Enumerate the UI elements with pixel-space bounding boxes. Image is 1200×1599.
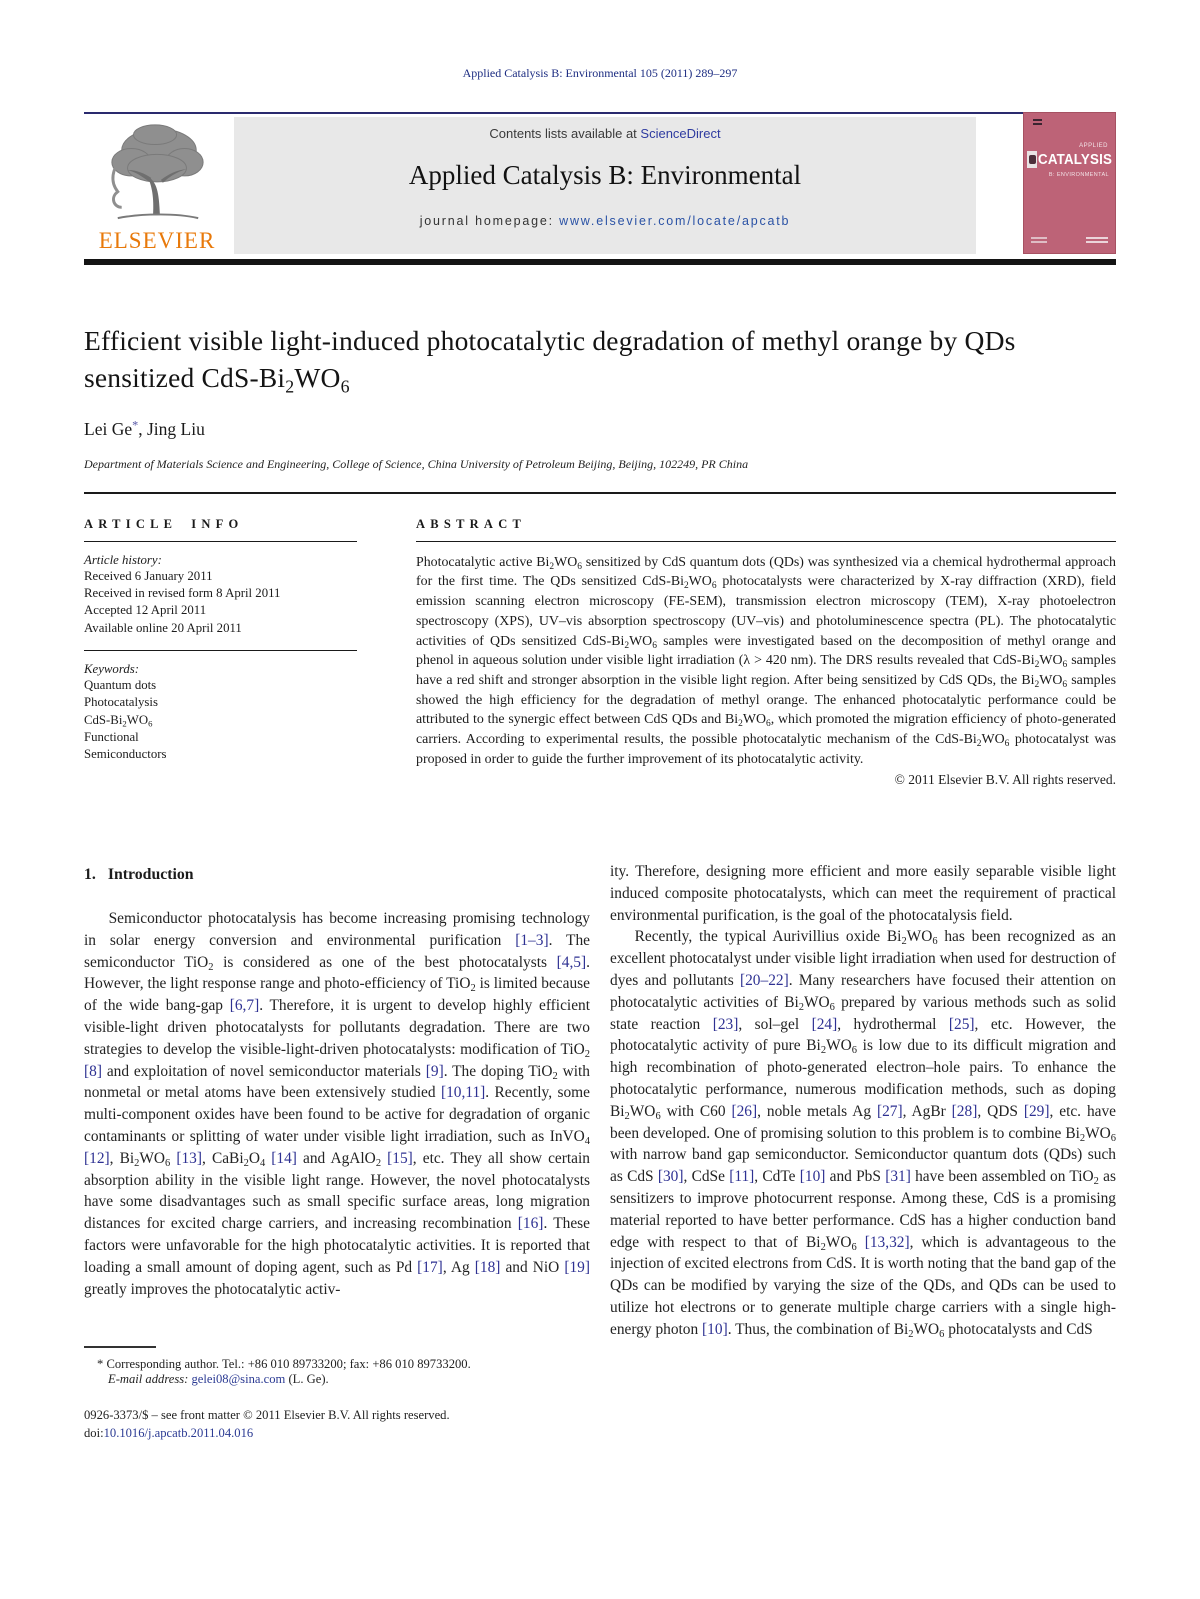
cover-publisher-mark (1033, 119, 1042, 127)
keyword-item: Semiconductors (84, 747, 167, 762)
cover-title-row (1027, 151, 1119, 168)
citation-ref[interactable]: [24] (811, 1015, 838, 1033)
article-info-rule (84, 541, 357, 542)
keyword-item: CdS-$Bi_2WO_6$ (84, 712, 153, 729)
sciencedirect-link[interactable]: ScienceDirect (640, 126, 721, 141)
section-title: Introduction (107, 866, 194, 883)
cover-logo-icon (1027, 151, 1037, 168)
elsevier-tree-icon (98, 121, 216, 227)
cover-footer-marks-left (1031, 235, 1047, 243)
citation-ref[interactable]: [30] (657, 1168, 684, 1186)
citation-ref[interactable]: [14] (271, 1149, 297, 1167)
citation-ref[interactable]: [16] (517, 1215, 544, 1233)
body-right-column (610, 860, 1116, 1443)
citation-ref[interactable]: [29] (1023, 1102, 1050, 1120)
citation-ref[interactable]: [15] (387, 1149, 413, 1167)
citation-ref[interactable]: [13] (176, 1149, 203, 1167)
citation-ref[interactable]: [28] (951, 1102, 978, 1120)
article-info-heading: ARTICLE INFO (84, 516, 244, 531)
history-item: Available online 20 April 2011 (84, 620, 242, 635)
paper-title: Efficient visible light-induced photocatalytic degradation of methyl orange by QDs sensitized CdS-$Bi_2WO_6$ (84, 325, 1016, 397)
history-item: Received 6 January 2011 (84, 568, 213, 583)
cover-subtitle: B: ENVIRONMENTAL (1048, 172, 1109, 178)
citation-ref[interactable]: [18] (474, 1258, 501, 1276)
elsevier-wordmark: ELSEVIER (98, 228, 216, 253)
doi-link[interactable]: 10.1016/j.apcatb.2011.04.016 (103, 1426, 254, 1441)
keyword-item: Functional (84, 729, 139, 744)
keyword-item: Photocatalysis (84, 695, 158, 710)
journal-banner (234, 117, 976, 254)
section-number: 1. (84, 866, 96, 883)
citation-ref[interactable]: [17] (417, 1258, 443, 1276)
running-head-citation: Applied Catalysis B: Environmental 105 (2011) 289–297 (462, 66, 738, 80)
corresponding-author-line: * Corresponding author. Tel.: +86 010 89733200; fax: +86 010 89733200. (97, 1356, 471, 1371)
history-item: Received in revised form 8 April 2011 (84, 585, 281, 600)
journal-title: Applied Catalysis B: Environmental (408, 160, 802, 190)
homepage-line (234, 214, 976, 228)
citation-ref[interactable]: [25] (948, 1015, 975, 1033)
citation-ref[interactable]: [31] (885, 1168, 911, 1186)
citation-ref[interactable]: [19] (564, 1258, 590, 1276)
introduction-heading (84, 866, 590, 884)
homepage-label: journal homepage: (419, 214, 560, 228)
affiliation: Department of Materials Science and Engineering, College of Science, China University of Petroleum Beijing, Beijing, 102249, PR China (84, 457, 749, 471)
email-suffix: (L. Ge). (285, 1371, 329, 1386)
issn-line: 0926-3373/$ – see front matter © 2011 Elsevier B.V. All rights reserved. (84, 1407, 450, 1422)
doi-line (84, 1424, 590, 1443)
header-top-rule (84, 112, 1116, 114)
citation-ref[interactable]: [10] (799, 1168, 826, 1186)
citation-ref[interactable]: [8] (84, 1062, 102, 1080)
journal-cover-thumbnail (1023, 112, 1116, 254)
authors: Lei Ge*, Jing Liu (84, 418, 205, 439)
body-left-column (84, 860, 590, 1443)
citation-ref[interactable]: [11] (729, 1168, 755, 1186)
citation-ref[interactable]: [20–22] (739, 971, 789, 989)
article-info-column (84, 494, 357, 789)
info-abstract-section (84, 492, 1116, 788)
cover-title: CATALYSIS (1038, 151, 1113, 168)
citation-ref[interactable]: [10] (702, 1320, 728, 1338)
journal-header (84, 115, 1116, 254)
corresponding-author-footnote (84, 1346, 590, 1386)
history-item: Accepted 12 April 2011 (84, 603, 207, 618)
keyword-item: Quantum dots (84, 678, 157, 693)
citation-ref[interactable]: [12] (84, 1149, 110, 1167)
contents-prefix: Contents lists available at (489, 126, 641, 141)
keywords-label: Keywords: (84, 662, 139, 677)
citation-ref[interactable]: [10,11] (440, 1084, 486, 1102)
cover-footer-marks-right (1086, 235, 1108, 243)
abstract-copyright: © 2011 Elsevier B.V. All rights reserved. (894, 772, 1116, 788)
intro-paragraph-right-2: Recently, the typical Aurivillius oxide $Bi_2WO_6$ has been recognized as an excellent photocatalyst under visible light irradiation when used for destruction of dyes and pollutants [20–22]. Many researchers have focused their attention on photocatalytic activities of $Bi_2WO_6$ prepared by various methods such as solid state reaction [23], sol–gel [24], hydrothermal [25], etc. However, the photocatalytic activity of pure $Bi_2WO_6$ is low due to its difficult migration and high recombination of photo-generated electron–hole pairs. To enhance the photocatalytic performance, numerous modification methods, such as doping $Bi_2WO_6$ with C60 [26], noble metals Ag [27], AgBr [28], QDS [29], etc. have been developed. One of promising solution to this problem is to combine $Bi_2WO_6$ with narrow band gap semiconductor. Semiconductor quantum dots (QDs) such as CdS [30], CdSe [11], CdTe [10] and PbS [31] have been assembled on TiO$_2$ as sensitizers to improve photocurrent response. Among these, CdS is a promising material reported to have better performance. CdS has a higher conduction band edge with respect to that of $Bi_2WO_6$ [13,32], which is advantageous to the injection of excited electrons from CdS. It is worth noting that the band gap of the QDs can be modified by varying the size of the QDs, and QDs can be used to utilize hot electrons or to generate multiple charge carriers with a single high-energy photon [10]. Thus, the combination of $Bi_2WO_6$ photocatalysts and CdS (610, 928, 1116, 1340)
citation-ref[interactable]: [13,32] (864, 1233, 910, 1251)
citation-ref[interactable]: [26] (731, 1102, 758, 1120)
journal-homepage-link[interactable]: www.elsevier.com/locate/apcatb (559, 214, 791, 228)
doi-label: doi: (84, 1426, 104, 1441)
citation-ref[interactable]: [1–3] (515, 931, 549, 949)
elsevier-logo (84, 117, 230, 254)
citation-ref[interactable]: [27] (876, 1102, 903, 1120)
footnote-rule (84, 1346, 156, 1347)
article-history-label: Article history: (84, 552, 162, 567)
body-text-section (84, 860, 1116, 1443)
header-bottom-bar (84, 259, 1116, 265)
abstract-column (416, 494, 1116, 789)
article-title-block (84, 322, 1096, 472)
citation-ref[interactable]: [23] (712, 1015, 739, 1033)
copyright-doi-block (84, 1406, 590, 1443)
intro-paragraph-left: Semiconductor photocatalysis has become increasing promising technology in solar energy conversion and environmental purification [1–3]. The semiconductor TiO$_2$ is considered as one of the best photocatalysts [4,5]. However, the light response range and photo-efficiency of TiO$_2$ is limited because of the wide bang-gap [6,7]. Therefore, it is urgent to develop highly efficient visible-light driven photocatalysts for pollutants degradation. There are two strategies to develop the visible-light-driven photocatalysts: modification of TiO$_2$ [8] and exploitation of novel semiconductor materials [9]. The doping TiO$_2$ with nonmetal or metal atoms have been extensively studied [10,11]. Recently, some multi-component oxides have been found to be active for degradation of organic contaminants or splitting of water under visible light irradiation, such as InVO$_4$ [12], $Bi_2WO_6$ [13], $CaBi_2O_4$ [14] and AgAlO$_2$ [15], etc. They all show certain absorption ability in the visible light range. However, the novel photocatalysts have some disadvantages such as small specific surface areas, long migration distances for excited charge carriers, and increasing recombination [16]. These factors were unfavorable for the high photocatalytic activities. It is reported that loading a small amount of doping agent, such as Pd [17], Ag [18] and NiO [19] greatly improves the photocatalytic activ- (84, 910, 590, 1298)
abstract-text: Photocatalytic active $Bi_2WO_6$ sensitized by CdS quantum dots (QDs) was synthesized via a chemical hydrothermal approach for the first time. The QDs sensitized CdS-$Bi_2WO_6$ photocatalysts were characterized by X-ray diffraction (XRD), field emission scanning electron microscopy (FE-SEM), transmission electron microscopy (TEM), X-ray photoelectron spectroscopy (XPS), UV–vis absorption spectroscopy (UV–vis) and photoluminescence spectra (PL). The photocatalytic activities of QDs sensitized CdS-$Bi_2WO_6$ samples were investigated based on the decomposition of methyl orange and phenol in aqueous solution under visible light irradiation (λ > 420 nm). The DRS results revealed that CdS-$Bi_2WO_6$ samples have a red shift and stronger absorption in the visible light region. After being sensitized by CdS QDs, the $Bi_2WO_6$ samples showed the high efficiency for the degradation of methyl orange. The enhanced photocatalytic performance could be attributed to the synergic effect between CdS QDs and $Bi_2WO_6$, which promoted the migration efficiency of photo-generated carriers. According to experimental results, the possible photocatalytic mechanism of the CdS-$Bi_2WO_6$ photocatalyst was proposed in order to guide the further improvement of its photocatalytic activity. (416, 554, 1117, 767)
abstract-rule (416, 541, 1116, 542)
email-label: E-mail address: (108, 1371, 189, 1386)
cover-applied-label: APPLIED (1079, 143, 1108, 149)
abstract-heading: ABSTRACT (416, 516, 527, 531)
citation-ref[interactable]: [6,7] (229, 997, 260, 1015)
citation-ref[interactable]: [4,5] (556, 953, 587, 971)
keywords-rule (84, 650, 357, 651)
intro-paragraph-right-1: ity. Therefore, designing more efficient and more easily separable visible light induced composite photocatalysts, which can meet the requirement of practical environmental purification, is the goal of the photocatalysis field. (610, 863, 1116, 924)
citation-ref[interactable]: [9] (425, 1062, 444, 1080)
contents-line (234, 126, 976, 141)
email-line (84, 1372, 590, 1387)
email-link[interactable]: gelei08@sina.com (191, 1371, 286, 1386)
